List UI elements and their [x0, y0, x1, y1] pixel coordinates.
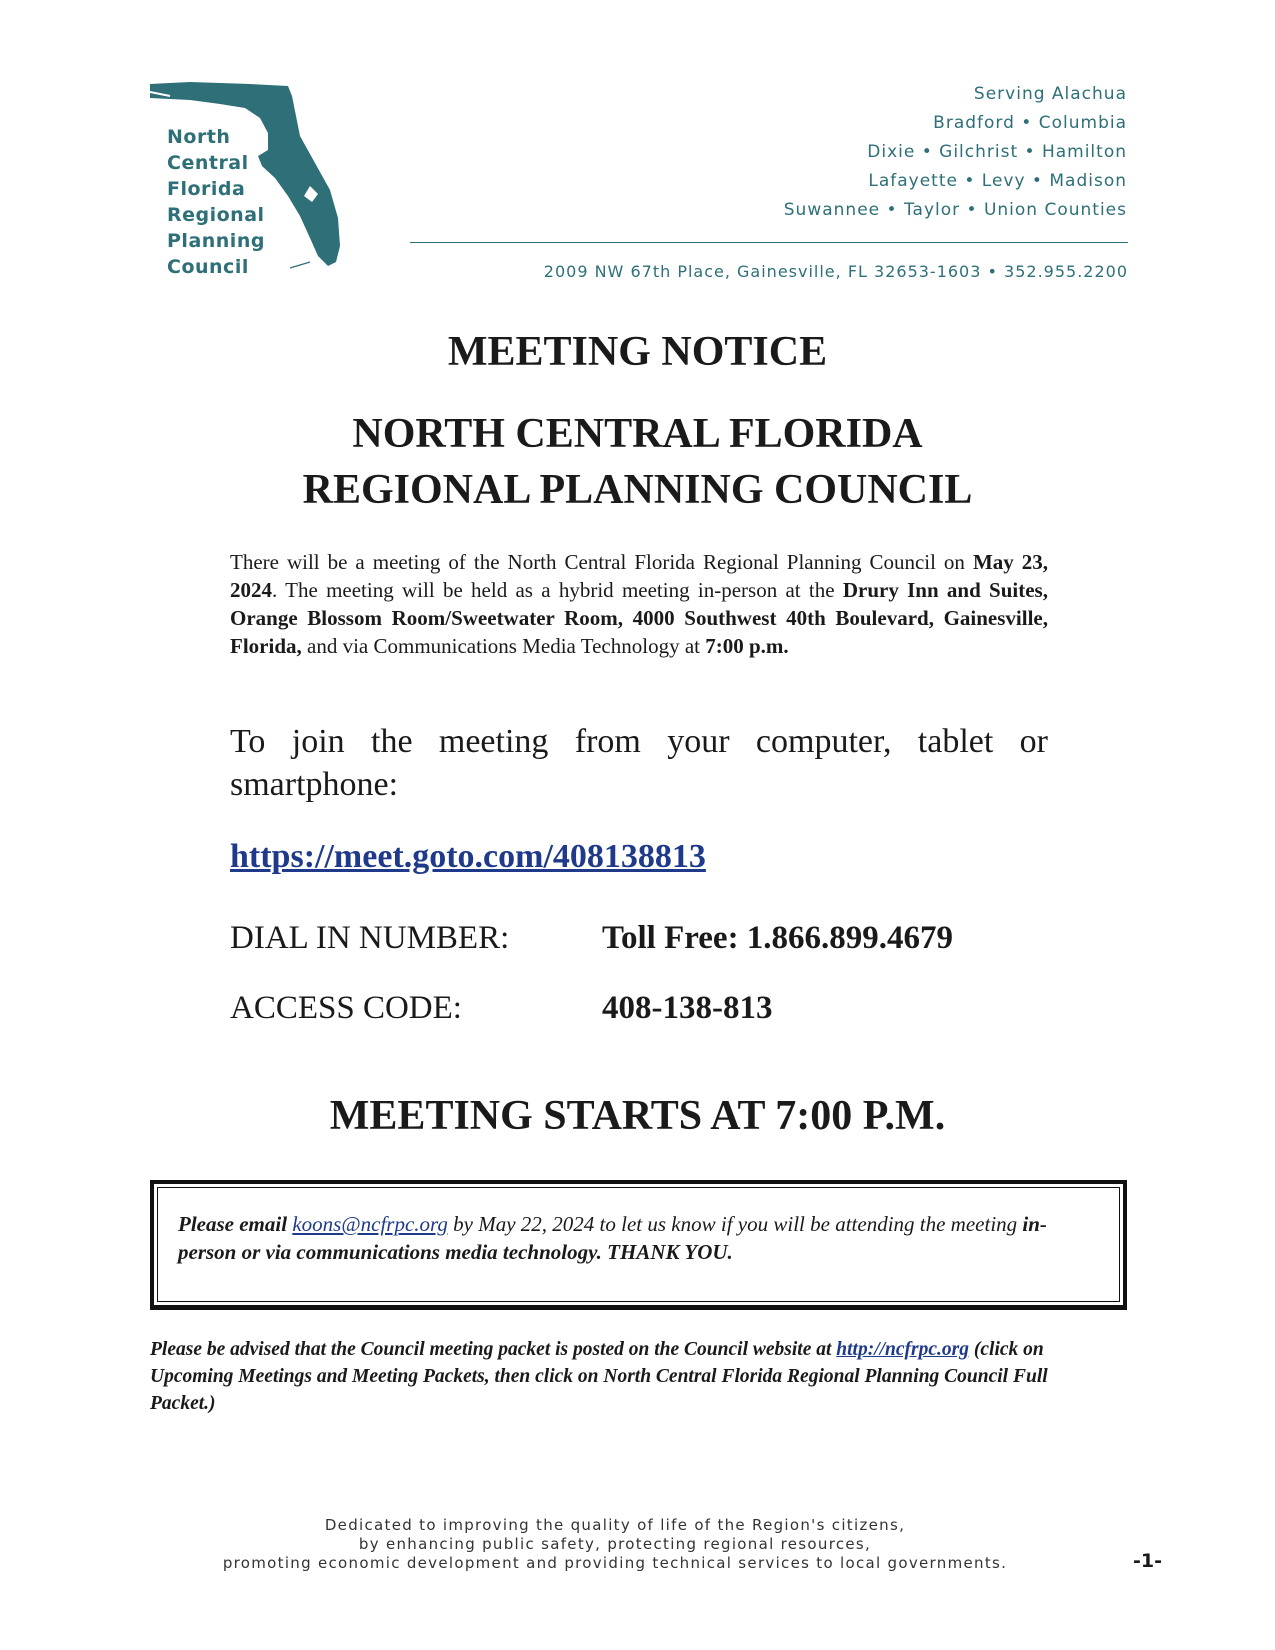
logo-line: Council	[167, 256, 249, 278]
serving-line: Serving Alachua	[973, 84, 1127, 104]
rsvp-lead: Please email	[178, 1212, 288, 1236]
desc-text: . The meeting will be held as a hybrid meeting in-person at the	[272, 578, 843, 602]
footer-line: promoting economic development and providing technical services to local governments.	[222, 1554, 1008, 1572]
dial-in-label: DIAL IN NUMBER:	[230, 920, 510, 956]
meeting-time: 7:00 p.m.	[705, 634, 789, 658]
page-title: MEETING NOTICE	[447, 329, 828, 375]
meeting-description	[230, 548, 1048, 660]
serving-line: Lafayette • Levy • Madison	[868, 171, 1127, 191]
desc-text: and via Communications Media Technology at	[301, 634, 706, 658]
rsvp-box	[150, 1180, 1127, 1310]
rsvp-body: by May 22, 2024 to let us know if you will be attending the meeting	[447, 1212, 1023, 1236]
logo-line: Regional	[167, 204, 265, 226]
logo-line: Central	[167, 152, 249, 174]
serving-line: Suwannee • Taylor • Union Counties	[783, 200, 1127, 220]
page-number: -1-	[1133, 1550, 1162, 1572]
rsvp-mode: in-person or via communications media technology.	[178, 1212, 1047, 1264]
serving-line: Bradford • Columbia	[933, 113, 1127, 133]
footer-mission	[150, 1516, 1080, 1573]
rsvp-text	[178, 1210, 1093, 1266]
logo-line: Planning	[167, 230, 265, 252]
access-code-label: ACCESS CODE:	[230, 990, 462, 1026]
letterhead-divider	[410, 242, 1128, 243]
serving-line: Dixie • Gilchrist • Hamilton	[867, 142, 1127, 162]
packet-notice	[150, 1336, 1110, 1417]
desc-text: There will be a meeting of the North Central Florida Regional Planning Council on	[230, 550, 973, 574]
meeting-start-heading: MEETING STARTS AT 7:00 P.M.	[329, 1093, 946, 1139]
rsvp-thanks: THANK YOU.	[601, 1240, 733, 1264]
org-title-line1: NORTH CENTRAL FLORIDA	[352, 411, 923, 457]
logo-text	[167, 124, 265, 280]
join-instructions: To join the meeting from your computer, tablet or smartphone:	[230, 723, 1048, 803]
org-title-line2: REGIONAL PLANNING COUNCIL	[302, 467, 973, 513]
footer-line: Dedicated to improving the quality of life of the Region's citizens,	[324, 1516, 906, 1534]
rsvp-email-link[interactable]: koons@ncfrpc.org	[292, 1212, 448, 1236]
access-code-value: 408-138-813	[602, 990, 773, 1026]
meeting-date: May 23, 2024	[230, 550, 1049, 602]
council-website-link[interactable]: http://ncfrpc.org	[836, 1339, 969, 1360]
packet-text: (click on Upcoming Meetings and Meeting Packets, then click on North Central Florida Regional Planning Council Full Packet.)	[150, 1339, 1048, 1414]
meeting-venue: Drury Inn and Suites, Orange Blossom Room/Sweetwater Room, 4000 Southwest 40th Boulevard, Gainesville, Florida,	[230, 578, 1048, 658]
address-line: 2009 NW 67th Place, Gainesville, FL 32653-1603 • 352.955.2200	[543, 262, 1128, 281]
dial-in-number: Toll Free: 1.866.899.4679	[602, 920, 954, 956]
rsvp-box-inner	[157, 1187, 1120, 1302]
logo-line: North	[167, 126, 231, 148]
meeting-link[interactable]: https://meet.goto.com/408138813	[230, 838, 706, 875]
logo-line: Florida	[167, 178, 246, 200]
packet-text: Please be advised that the Council meeting packet is posted on the Council website at	[150, 1339, 837, 1360]
serving-counties	[567, 80, 1127, 225]
footer-line: by enhancing public safety, protecting regional resources,	[358, 1535, 872, 1553]
